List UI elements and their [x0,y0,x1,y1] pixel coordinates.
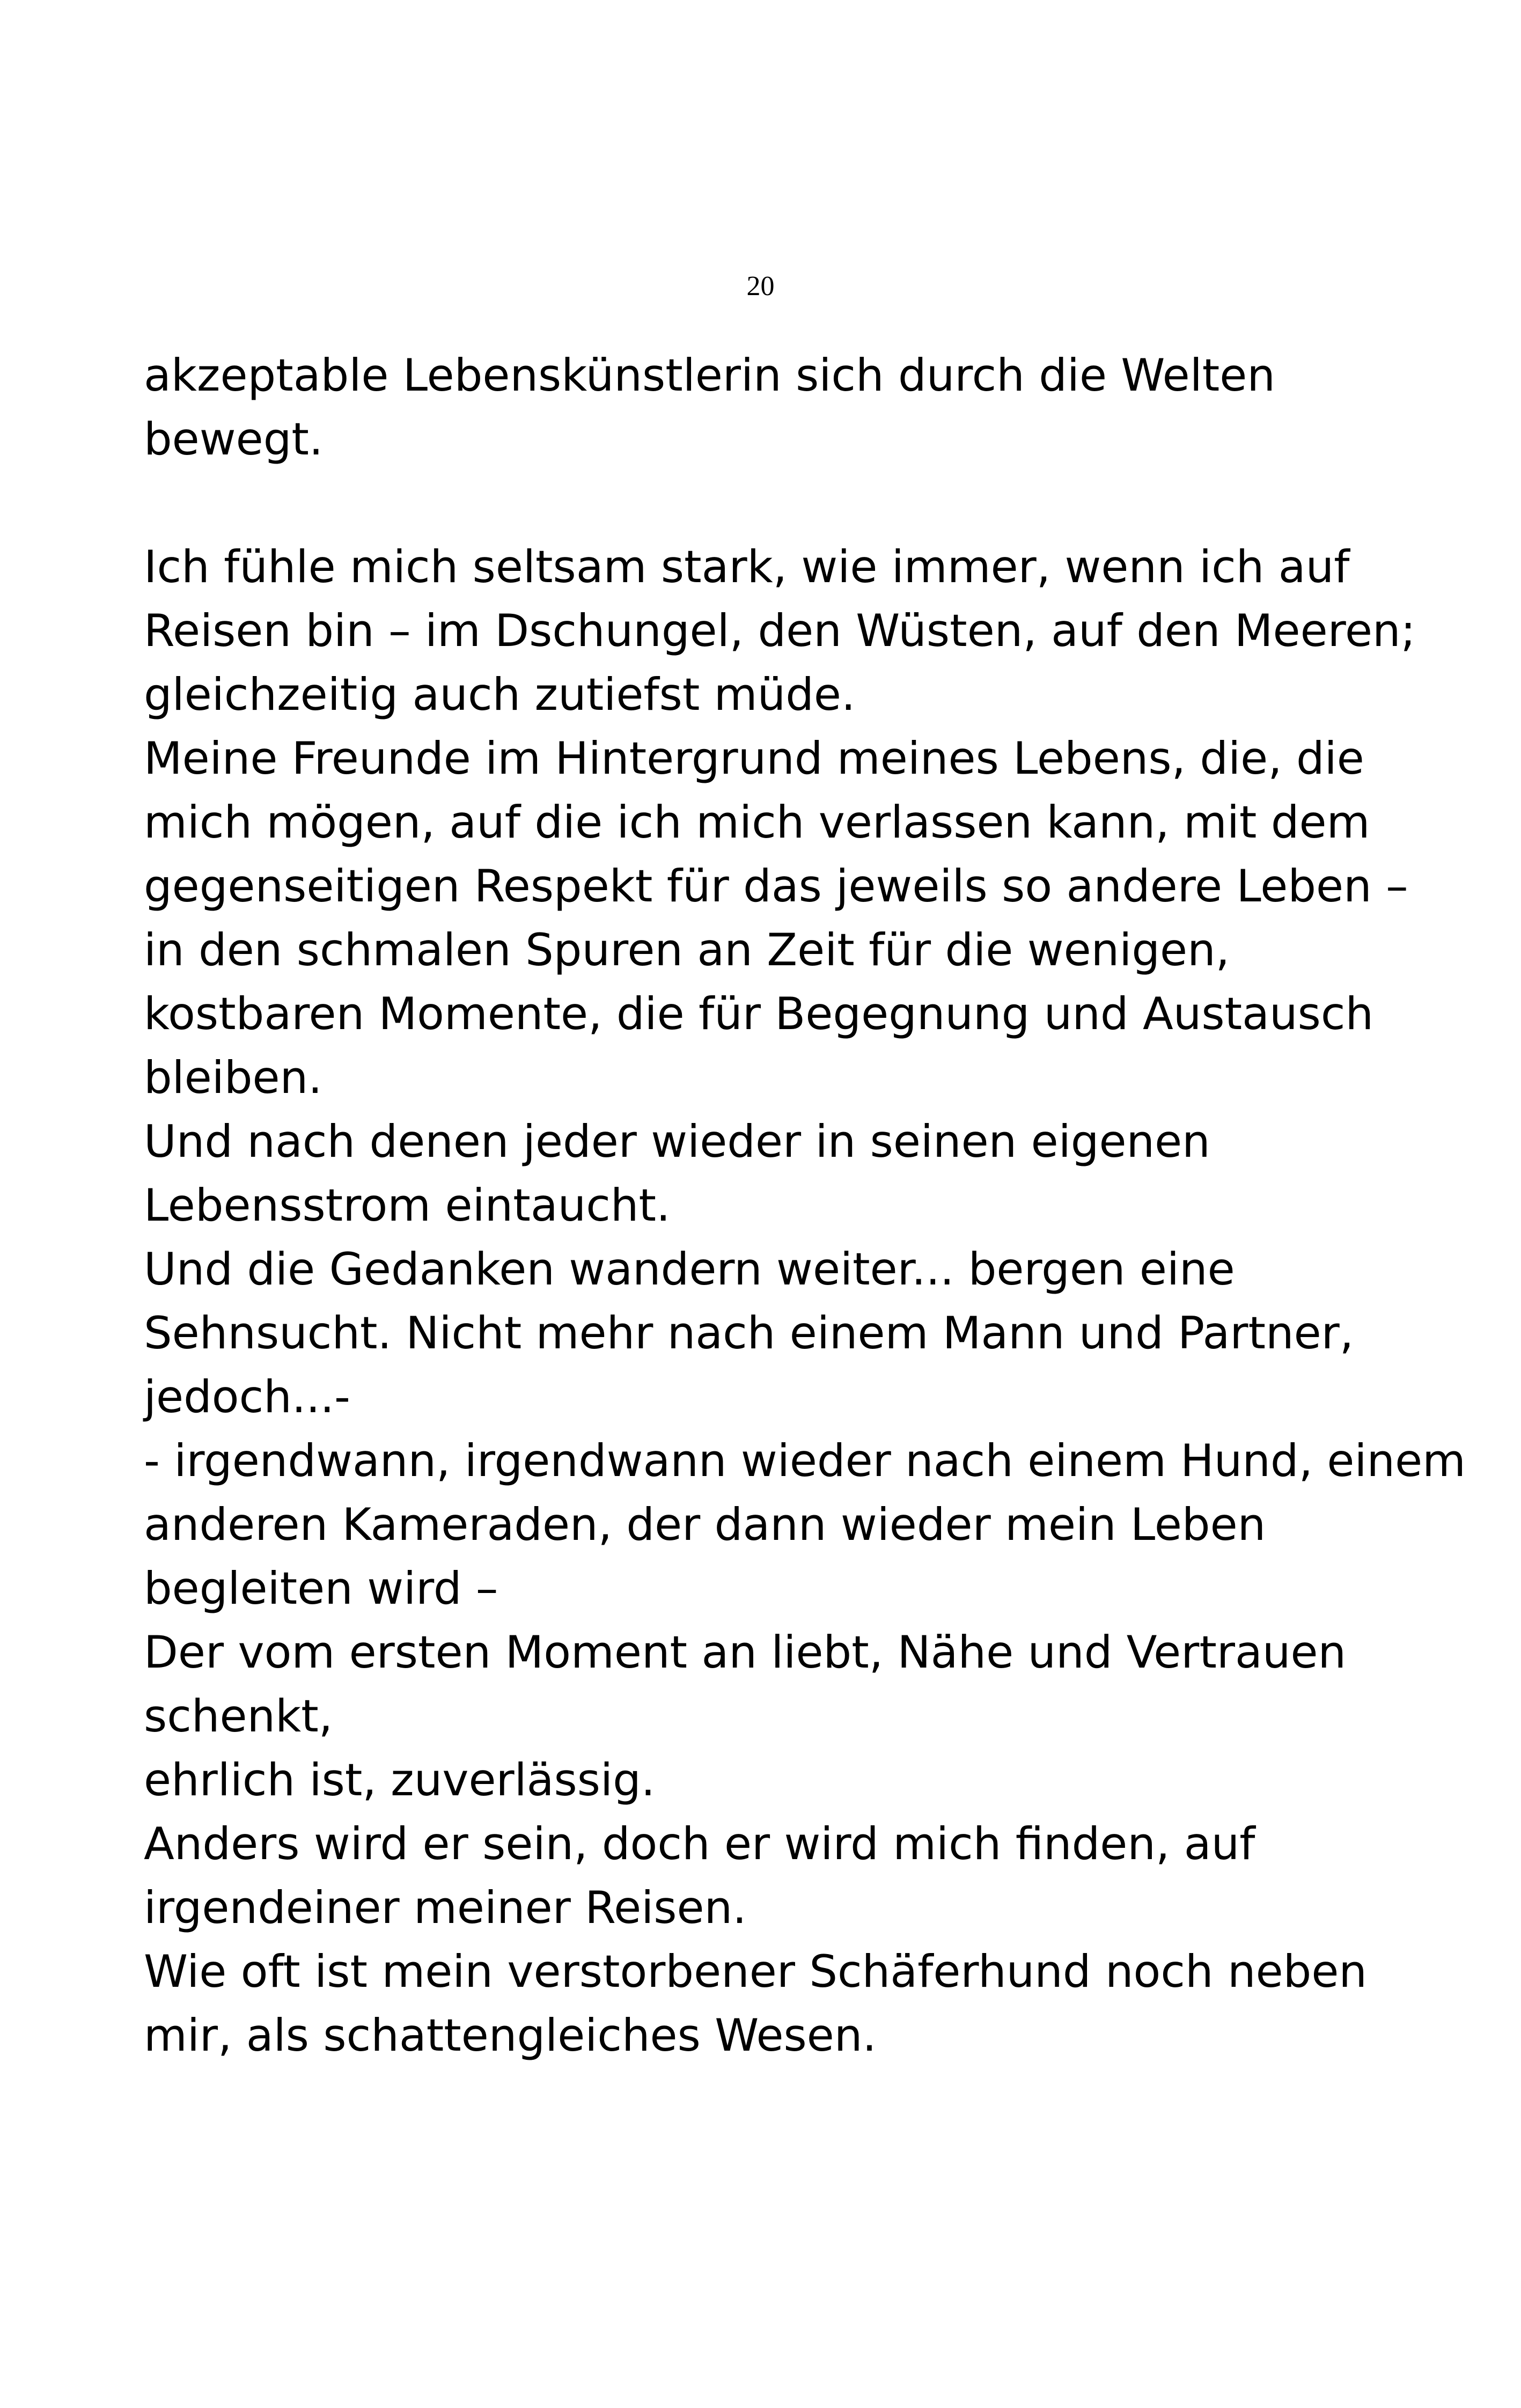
text-line: Der vom ersten Moment an liebt, Nähe und Vertrauen [144,1626,1347,1678]
text-line: Und nach denen jeder wieder in seinen eigenen [144,1115,1210,1168]
text-line: Wie oft ist mein verstorbener Schäferhund noch neben [144,1946,1367,1998]
text-line: begleiten wird – [144,1562,498,1614]
text-line: mir, als schattengleiches Wesen. [144,2009,877,2061]
text-line: schenkt, [144,1690,333,1742]
text-line: bewegt. [144,413,324,465]
text-line: akzeptable Lebenskünstlerin sich durch die Welten [144,349,1275,401]
text-line: jedoch...- [144,1371,350,1423]
text-line: Lebensstrom eintaucht. [144,1179,671,1231]
text-line: Anders wird er sein, doch er wird mich finden, auf [144,1818,1255,1870]
text-line: irgendeiner meiner Reisen. [144,1882,747,1934]
text-line: in den schmalen Spuren an Zeit für die wenigen, [144,924,1230,976]
text-line: ehrlich ist, zuverlässig. [144,1754,656,1806]
text-line: Meine Freunde im Hintergrund meines Lebens, die, die [144,732,1364,784]
body-text [144,343,1466,2067]
text-line: - irgendwann, irgendwann wieder nach einem Hund, einem [144,1435,1466,1487]
text-line: Und die Gedanken wandern weiter... bergen eine [144,1243,1235,1295]
text-line: bleiben. [144,1052,322,1104]
page-number: 20 [746,271,775,302]
text-line: gegenseitigen Respekt für das jeweils so andere Leben – [144,860,1408,912]
text-line: kostbaren Momente, die für Begegnung und Austausch [144,988,1374,1040]
text-line: Reisen bin – im Dschungel, den Wüsten, auf den Meeren; [144,605,1416,657]
text-line: anderen Kameraden, der dann wieder mein Leben [144,1499,1266,1551]
paragraph-break [144,471,1453,535]
text-line: mich mögen, auf die ich mich verlassen kann, mit dem [144,796,1370,848]
text-line: Sehnsucht. Nicht mehr nach einem Mann und Partner, [144,1307,1354,1359]
text-line: Ich fühle mich seltsam stark, wie immer, wenn ich auf [144,541,1350,593]
text-line: gleichzeitig auch zutiefst müde. [144,669,856,721]
